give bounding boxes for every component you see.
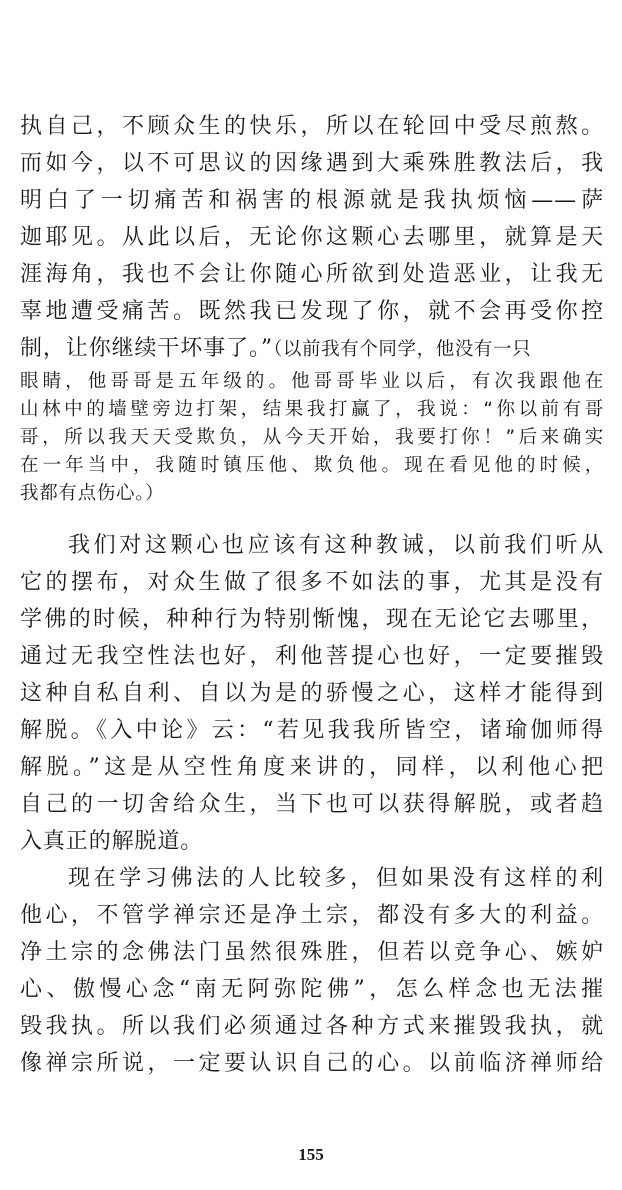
text-line: 解脱。”这是从空性角度来讲的，同样，以利他心把: [20, 755, 604, 780]
note-line: 眼睛，他哥哥是五年级的。他哥哥毕业以后，有次我跟他在: [20, 371, 604, 392]
text-line: 执自己，不顾众生的快乐，所以在轮回中受尽煎熬。: [20, 114, 604, 139]
note-line: 我都有点伤心。）: [20, 483, 165, 504]
text-line: 毁我执。所以我们必须通过各种方式来摧毁我执，就: [20, 1014, 604, 1039]
note-line: 在一年当中，我随时镇压他、欺负他。现在看见他的时候，: [20, 455, 604, 476]
text-line: 净土宗的念佛法门虽然很殊胜，但若以竞争心、嫉妒: [20, 940, 604, 965]
text-line: 他心，不管学禅宗还是净土宗，都没有多大的利益。: [20, 903, 604, 928]
text-line: 解脱。《入中论》云：“若见我我所皆空，诸瑜伽师得: [20, 718, 604, 743]
text-line: 涯海角，我也不会让你随心所欲到处造恶业，让我无: [20, 262, 604, 287]
text-line: 心、傲慢心念“南无阿弥陀佛”，怎么样念也无法摧: [20, 977, 604, 1002]
body-text-block-1: [20, 108, 604, 330]
text-line: 自己的一切舍给众生，当下也可以获得解脱，或者趋: [20, 792, 604, 817]
text-line: 这种自私自利、自以为是的骄慢之心，这样才能得到: [20, 681, 604, 706]
parenthetical-note-block: [20, 368, 604, 508]
note-line: 山林中的墙壁旁边打架，结果我打赢了，我说：“你以前有哥: [20, 399, 604, 420]
note-line: 哥，所以我天天受欺负，从今天开始，我要打你！”后来确实: [20, 427, 604, 448]
note-text-fragment: （以前我有个同学，他没有一只: [273, 339, 532, 360]
paragraph-first-line: 现在学习佛法的人比较多，但如果没有这样的利: [68, 866, 604, 891]
page-number: 155: [298, 1145, 324, 1164]
body-text-block-2: [20, 527, 604, 1082]
text-line: 迦耶见。从此以后，无论你这颗心去哪里，就算是天: [20, 225, 604, 250]
text-line: 辜地遭受痛苦。既然我已发现了你，就不会再受你控: [20, 299, 604, 324]
text-line: 学佛的时候，种种行为特别惭愧，现在无论它去哪里，: [20, 607, 604, 632]
text-line: 它的摆布，对众生做了很多不如法的事，尤其是没有: [20, 570, 604, 595]
main-text-fragment: 制，让你继续干坏事了。”: [20, 336, 274, 361]
text-line: 明白了一切痛苦和祸害的根源就是我执烦恼——萨: [20, 188, 604, 213]
text-line: 像禅宗所说，一定要认识自己的心。以前临济禅师给: [20, 1051, 604, 1076]
text-line: 入真正的解脱道。: [20, 829, 204, 854]
paragraph-first-line: 我们对这颗心也应该有这种教诫，以前我们听从: [68, 533, 604, 558]
text-line: 通过无我空性法也好，利他菩提心也好，一定要摧毁: [20, 644, 604, 669]
text-line: 而如今，以不可思议的因缘遇到大乘殊胜教法后，我: [20, 151, 604, 176]
mixed-line: [20, 330, 604, 367]
